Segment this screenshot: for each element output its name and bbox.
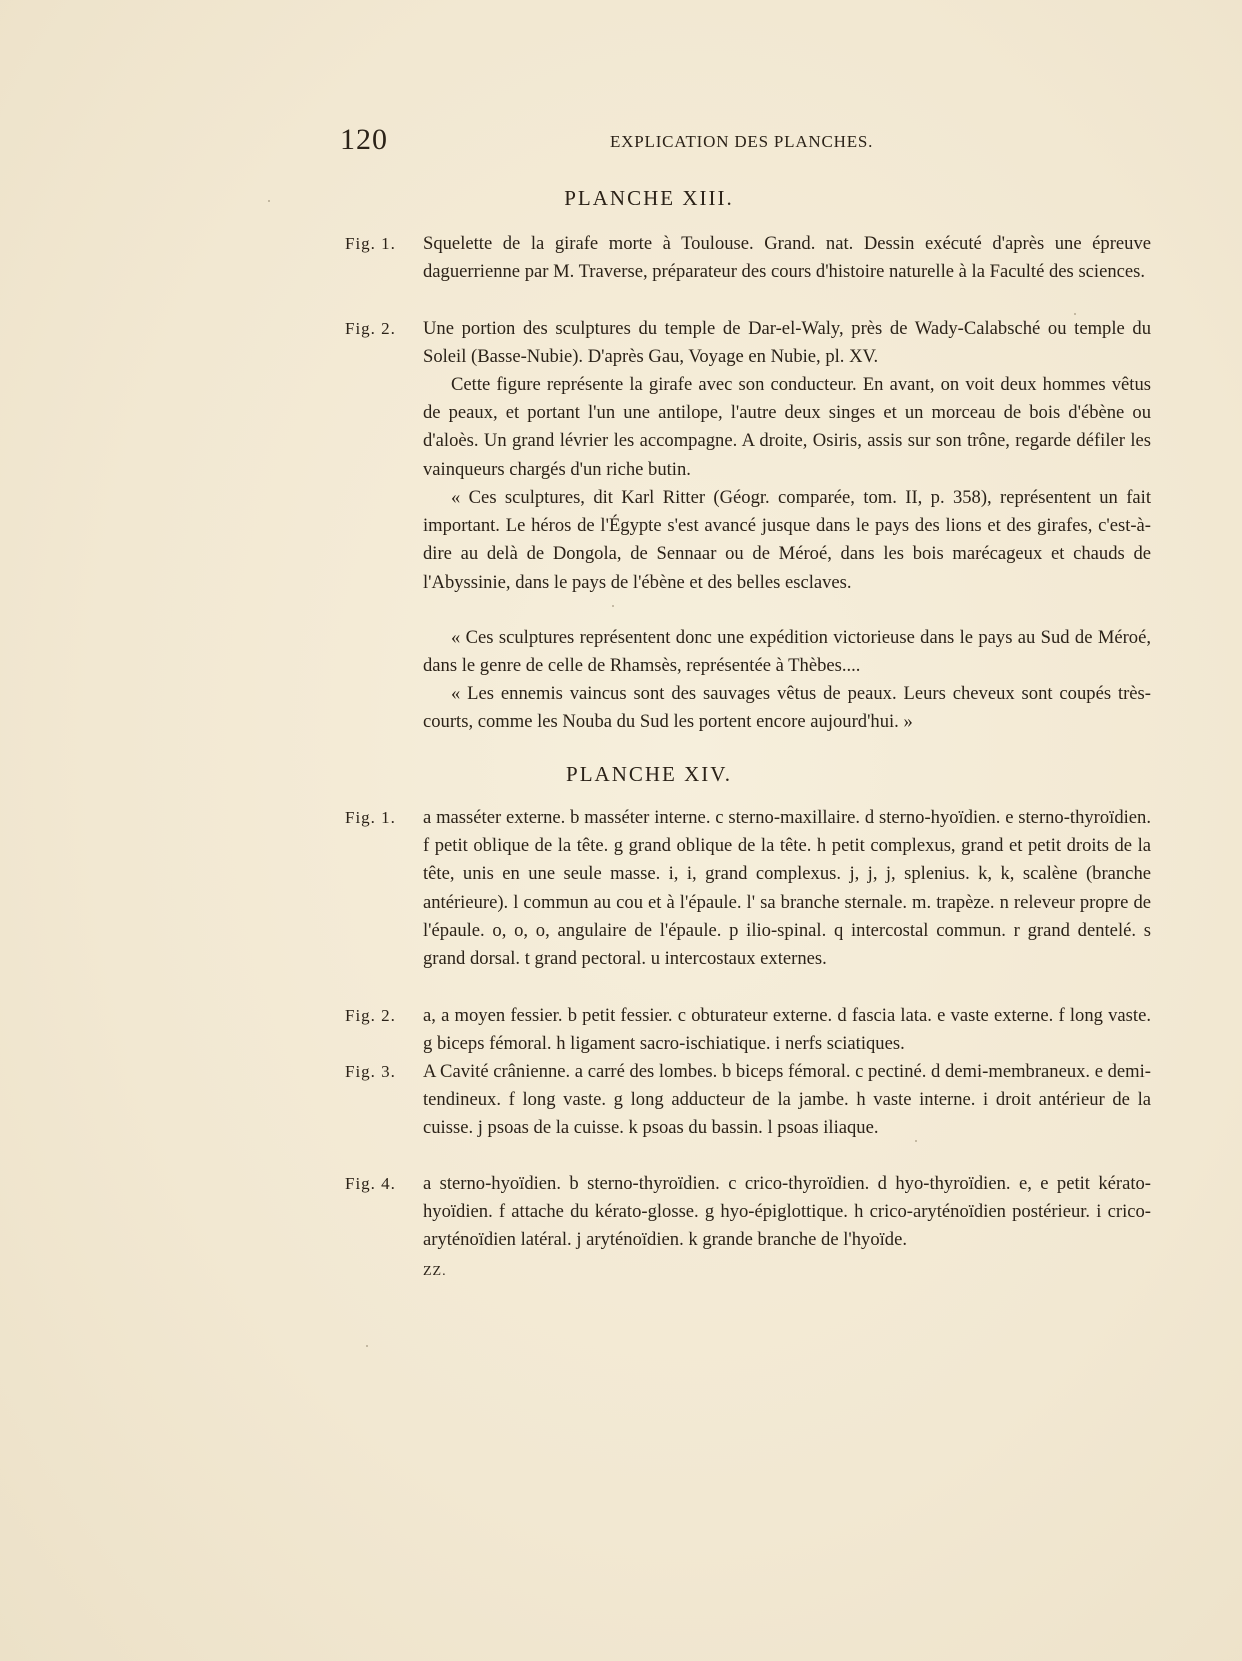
- plate-14-fig-2-label: Fig. 2.: [345, 1006, 396, 1025]
- plate-13-title-text: PLANCHE XIII.: [564, 186, 734, 210]
- paper-speck: [1074, 313, 1076, 315]
- plate-14-fig-2-text: a, a moyen fessier. b petit fessier. c obturateur externe. d fascia lata. e vaste externe. f long vaste. g biceps fémoral. h ligament sacro-ischiatique. i nerfs sciatiques.: [423, 1005, 1151, 1055]
- plate-14-fig-4-text: a sterno-hyoïdien. b sterno-thyroïdien. c crico-thyroïdien. d hyo-thyroïdien. e, e petit kérato-hyoïdien. f attache du kérato-glosse. g hyo-épiglottique. h crico-aryténoïdien postérieur. i crico-aryténoïdien latéral. j aryténoïdien. k grande branche de l'hyoïde.: [423, 1173, 1151, 1251]
- page-number: 120: [340, 123, 388, 156]
- plate-13-fig-1-text: Squelette de la girafe morte à Toulouse. Grand. nat. Dessin exécuté d'après une épreuve daguerrienne par M. Traverse, préparateur des cours d'histoire naturelle à la Faculté des sciences.: [423, 233, 1151, 283]
- plate-14-fig-4-label: Fig. 4.: [345, 1174, 396, 1193]
- plate-13-paragraph-2: « Ces sculptures, dit Karl Ritter (Géogr. comparée, tom. II, p. 358), représentent un fait important. Le héros de l'Égypte s'est avancé jusque dans le pays des lions et des girafes, c'est-à-dire au delà de Dongola, de Sennaar ou de Méroé, dans les bois marécageux et chauds de l'Abyssinie, dans le pays de l'ébène et des belles esclaves.: [423, 487, 1151, 593]
- header-title: EXPLICATION DES PLANCHES.: [610, 132, 874, 151]
- paper-speck: [268, 200, 270, 202]
- plate-13-paragraph-4: « Les ennemis vaincus sont des sauvages vêtus de peaux. Leurs cheveux sont coupés très-courts, comme les Nouba du Sud les portent encore aujourd'hui. »: [423, 683, 1151, 733]
- plate-13-fig-2-text: Une portion des sculptures du temple de Dar-el-Waly, près de Wady-Calabsché ou temple du Soleil (Basse-Nubie). D'après Gau, Voyage en Nubie, pl. XV.: [423, 318, 1151, 368]
- paper-speck: [915, 1140, 917, 1142]
- plate-13-fig-2-label: Fig. 2.: [345, 319, 396, 338]
- plate-14-fig-1-label: Fig. 1.: [345, 808, 396, 827]
- plate-14-fig-1-text: a masséter externe. b masséter interne. c sterno-maxillaire. d sterno-hyoïdien. e sterno-thyroïdien. f petit oblique de la tête. g grand oblique de la tête. h petit complexus, grand et petit droits de la tête, unis en une seule masse. i, i, grand complexus. j, j, j, splenius. k, k, scalène (branche antérieure). l commun au cou et à l'épaule. l' sa branche sternale. m. trapèze. n releveur propre de l'épaule. o, o, o, angulaire de l'épaule. p ilio-spinal. q intercostal commun. r grand dentelé. s grand dorsal. t grand pectoral. u intercostaux externes.: [423, 807, 1151, 970]
- plate-13-paragraph-1: Cette figure représente la girafe avec son conducteur. En avant, on voit deux hommes vêtus de peaux, et portant l'un une antilope, l'autre deux singes et un morceau de bois d'ébène ou d'aloès. Un grand lévrier les accompagne. A droite, Osiris, assis sur son trône, regarde défiler les vainqueurs chargés d'un riche butin.: [423, 374, 1151, 480]
- plate-13-title: [0, 186, 1242, 211]
- plate-13-fig-1-label: Fig. 1.: [345, 234, 396, 253]
- plate-13-paragraph-3: « Ces sculptures représentent donc une expédition victorieuse dans le pays au Sud de Méroé, dans le genre de celle de Rhamsès, représentée à Thèbes....: [423, 627, 1151, 677]
- plate-14-fig-3-text: A Cavité crânienne. a carré des lombes. b biceps fémoral. c pectiné. d demi-membraneux. e demi-tendineux. f long vaste. g long adducteur de la jambe. h vaste interne. i droit antérieur de la cuisse. j psoas de la cuisse. k psoas du bassin. l psoas iliaque.: [423, 1061, 1151, 1139]
- paper-speck: [612, 605, 614, 607]
- paper-speck: [366, 1345, 368, 1347]
- printer-signature: ZZ.: [423, 1264, 447, 1279]
- plate-14-title-text: PLANCHE XIV.: [566, 762, 732, 786]
- plate-14-fig-3-label: Fig. 3.: [345, 1062, 396, 1081]
- running-head: [340, 123, 890, 157]
- plate-14-title: [0, 762, 1242, 787]
